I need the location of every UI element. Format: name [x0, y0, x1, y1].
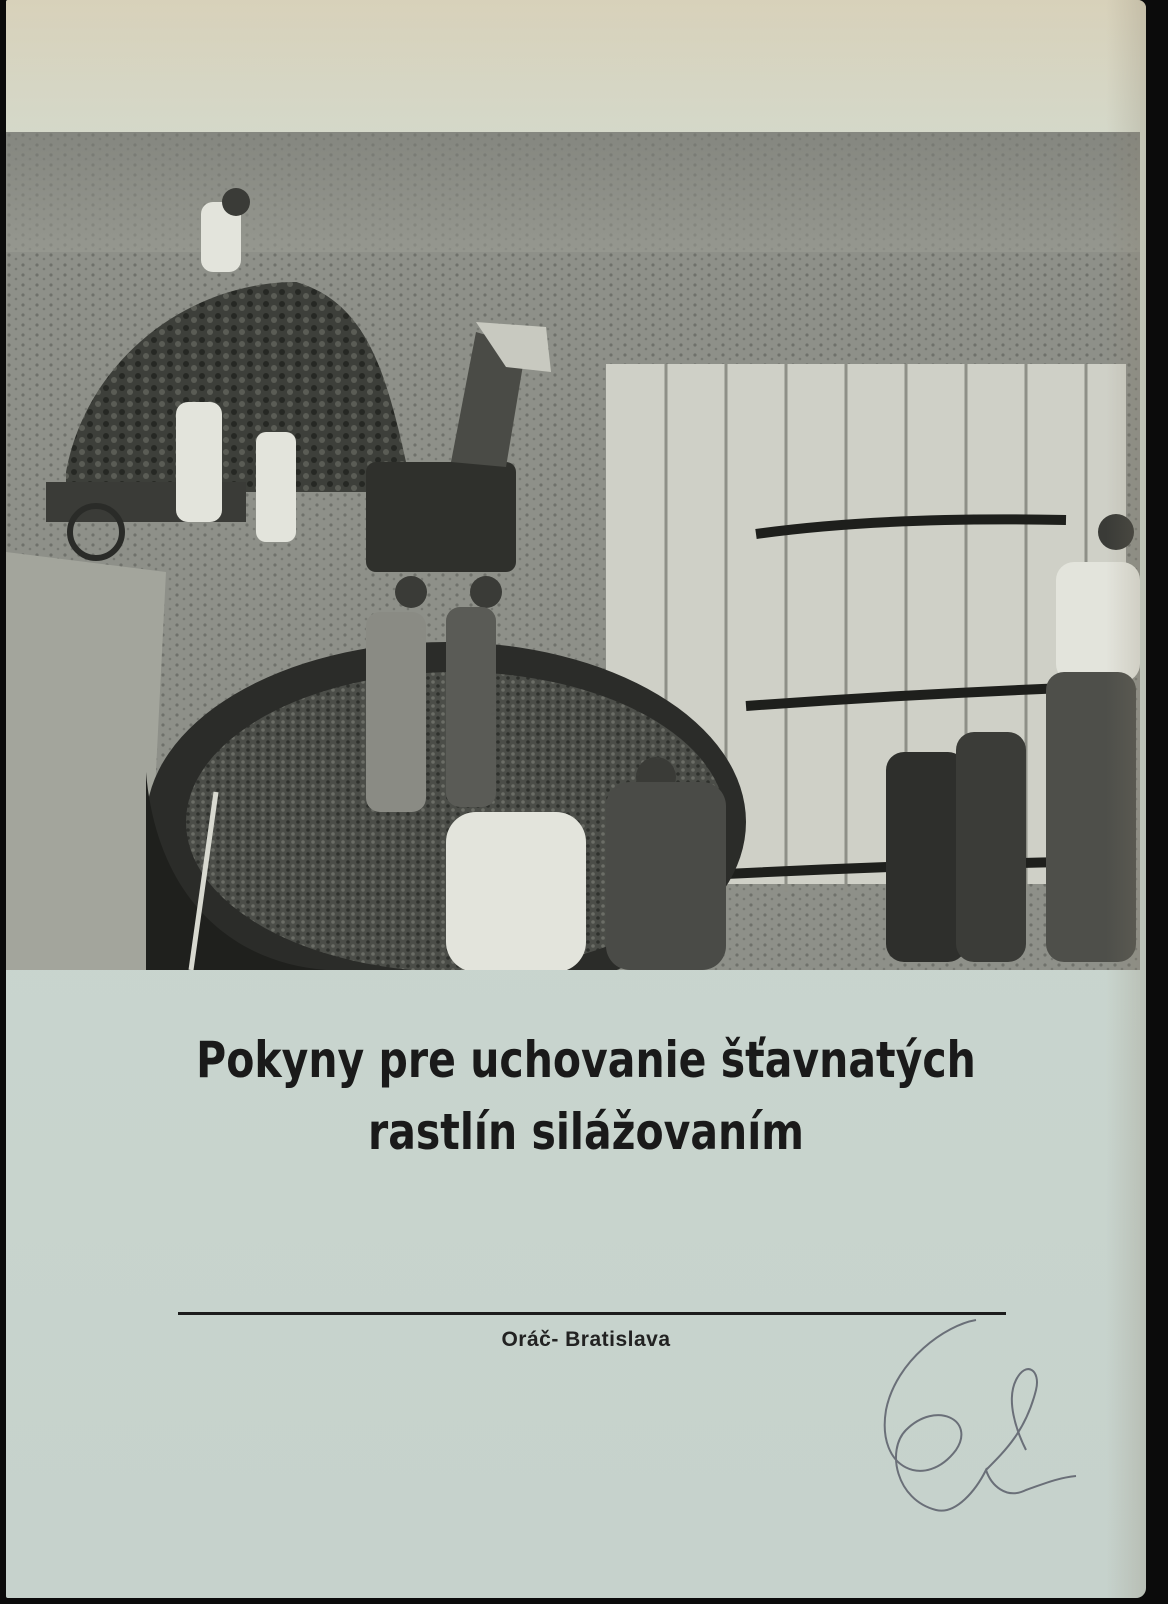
title-line-2: rastlín silážovaním: [367, 1103, 805, 1161]
pencil-signature: [866, 1300, 1086, 1530]
publisher-line: Oráč- Bratislava: [501, 1328, 671, 1351]
booklet-cover: [6, 0, 1146, 1598]
title-line-1: Pokyny pre uchovanie šťavnatých: [196, 1031, 976, 1089]
cover-title: [176, 1024, 996, 1168]
cover-photograph: [6, 132, 1140, 970]
